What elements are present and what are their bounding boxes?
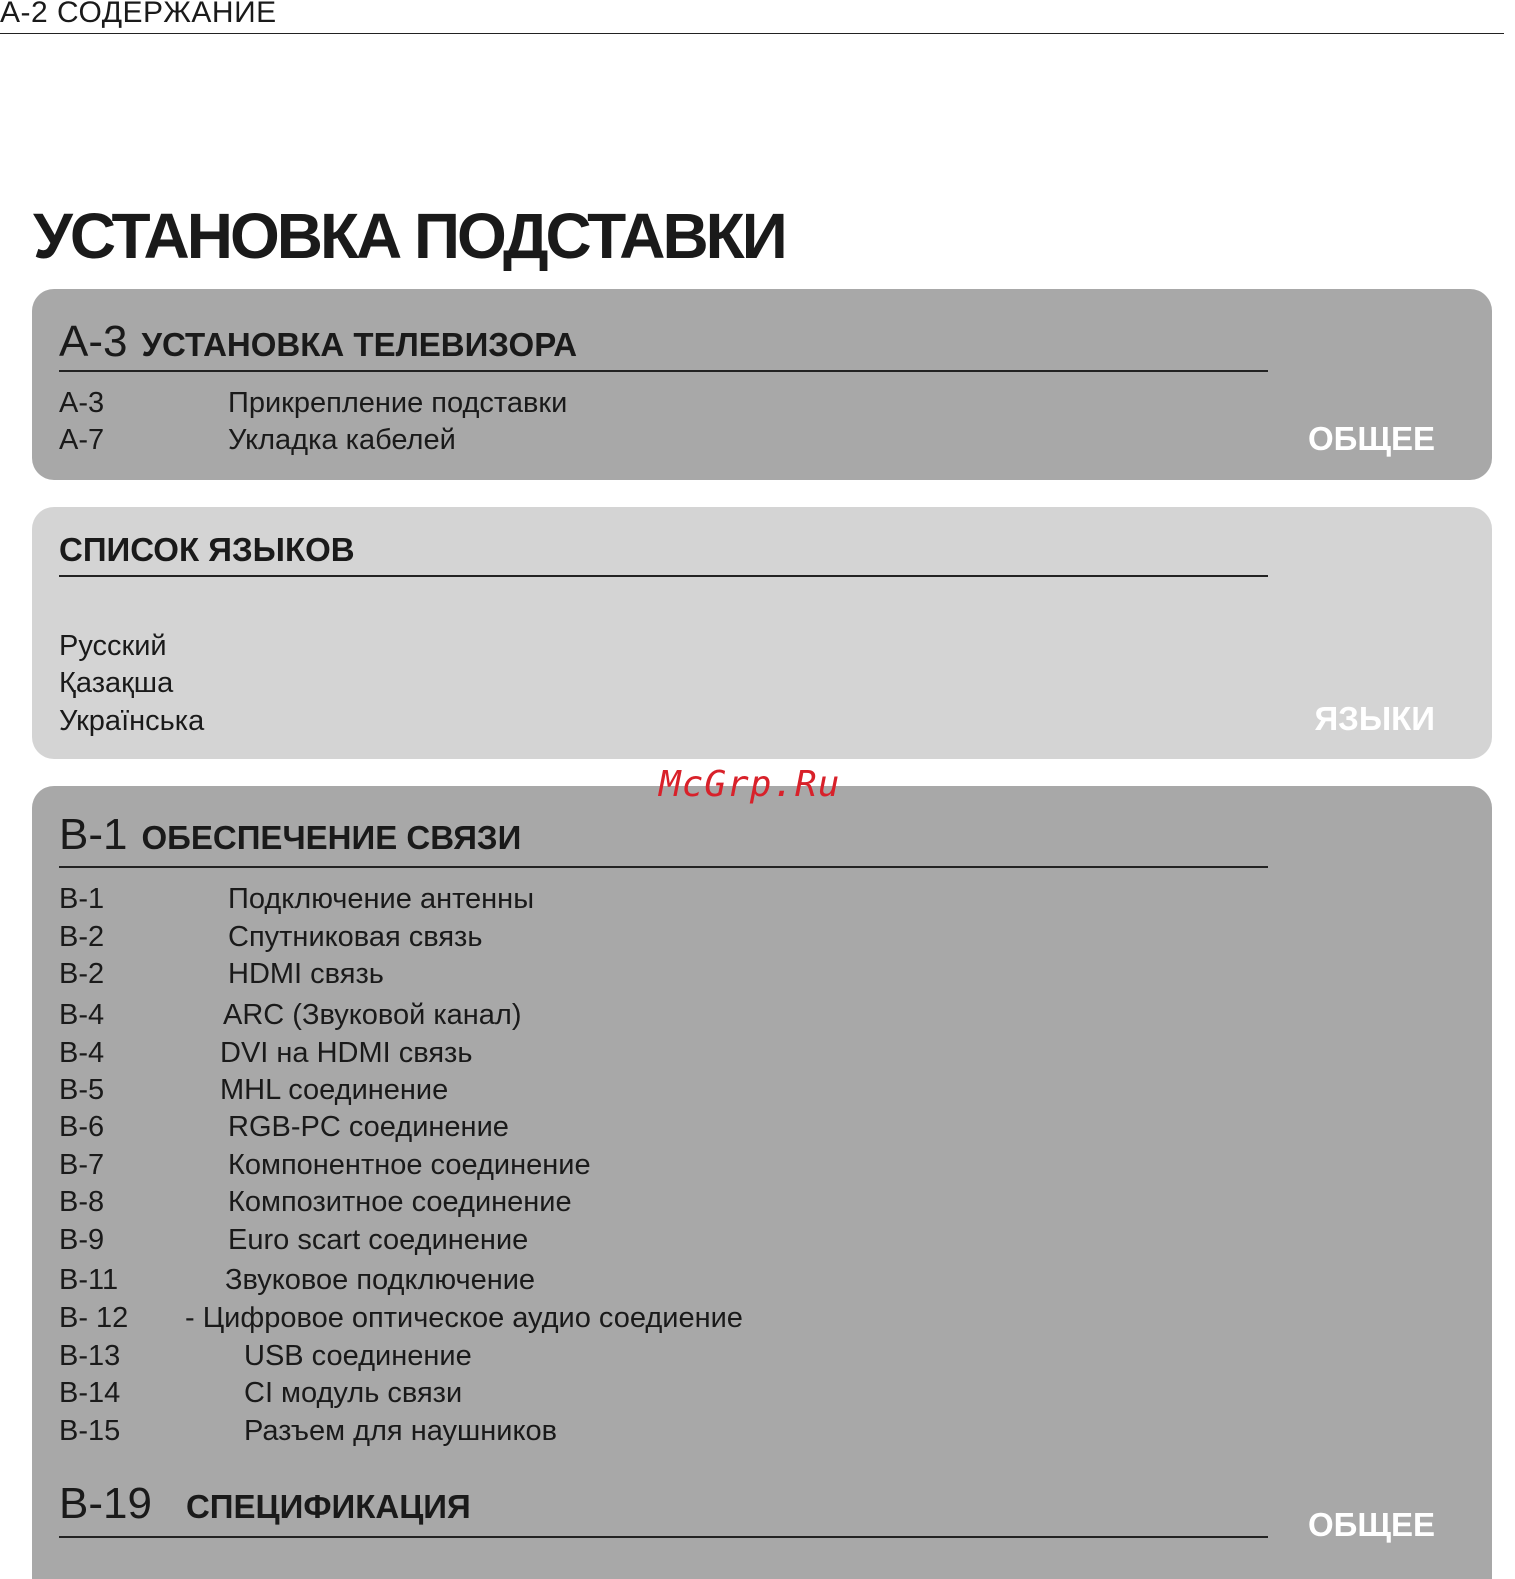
toc-page-code: B-6 [59,1111,105,1143]
section-divider [59,575,1268,577]
toc-page-code: B-2 [59,921,105,953]
toc-entry-text: HDMI связь [228,958,384,990]
toc-entry-text: DVI на HDMI связь [220,1037,473,1069]
side-tab-general[interactable]: ОБЩЕЕ [1307,420,1435,457]
toc-page-code: B-7 [59,1149,105,1181]
language-item-russian[interactable]: Русский [59,630,167,662]
toc-page-code: B-13 [59,1340,121,1372]
toc-page-code: B-15 [59,1415,121,1447]
section-divider [59,370,1268,372]
toc-entry-text: Укладка кабелей [228,424,456,456]
section-heading [59,810,521,860]
toc-entry-text: - Цифровое оптическое аудио соедиение [185,1302,743,1334]
language-item-kazakh[interactable]: Қазақша [59,667,174,699]
toc-page-code: B-4 [59,1037,105,1069]
section-number: B-1 [59,810,128,859]
toc-page-code: B-8 [59,1186,105,1218]
watermark: McGrp.Ru [659,764,841,805]
language-item-ukrainian[interactable]: Українська [59,705,205,737]
section-divider [59,866,1268,868]
toc-page-code: B-2 [59,958,105,990]
side-tab-general[interactable]: ОБЩЕЕ [1307,1506,1435,1543]
toc-entry-text: Звуковое подключение [225,1264,536,1296]
section-title: УСТАНОВКА ТЕЛЕВИЗОРА [141,326,578,363]
page-header [0,0,1504,34]
page-title: УСТАНОВКА ПОДСТАВКИ [33,200,785,272]
toc-page-code: B-14 [59,1377,121,1409]
toc-entry-text: Композитное соединение [228,1186,572,1218]
toc-entry-text: Компонентное соединение [228,1149,591,1181]
section-heading [59,531,355,569]
toc-page-code: B-11 [59,1264,119,1296]
section-divider [59,1536,1268,1538]
language-list-panel [32,507,1492,759]
section-number: B-19 [59,1479,152,1528]
toc-entry-text: Подключение антенны [228,883,535,915]
toc-entry-text: Разъем для наушников [244,1415,558,1447]
page-header-title: A-2 СОДЕРЖАНИЕ [0,0,277,29]
toc-entry-text: ARC (Звуковой канал) [223,999,522,1031]
toc-page-code: B-1 [59,883,105,915]
toc-page-code: B- 12 [59,1302,129,1334]
section-title: СПЕЦИФИКАЦИЯ [185,1488,471,1525]
toc-page-code: B-5 [59,1074,105,1106]
section-install-tv-panel [32,289,1492,480]
section-title: СПИСОК ЯЗЫКОВ [59,531,355,568]
section-heading [59,317,577,367]
toc-entry-text: USB соединение [244,1340,472,1372]
section-title: ОБЕСПЕЧЕНИЕ СВЯЗИ [141,819,522,856]
toc-page-code: B-4 [59,999,105,1031]
toc-entry-text: MHL соединение [220,1074,449,1106]
toc-page-code: A-3 [59,387,105,419]
section-number: A-3 [59,317,128,366]
section-connections-panel [32,786,1492,1579]
section-heading-spec [59,1479,471,1529]
toc-page-code: B-9 [59,1224,105,1256]
toc-page-code: A-7 [59,424,105,456]
toc-entry-text: Спутниковая связь [228,921,483,953]
toc-entry-text: RGB-PC соединение [228,1111,509,1143]
toc-entry-text: Euro scart соединение [228,1224,529,1256]
toc-entry-text: CI модуль связи [244,1377,463,1409]
side-tab-languages[interactable]: ЯЗЫКИ [1314,700,1435,737]
toc-entry-text: Прикрепление подставки [228,387,568,419]
